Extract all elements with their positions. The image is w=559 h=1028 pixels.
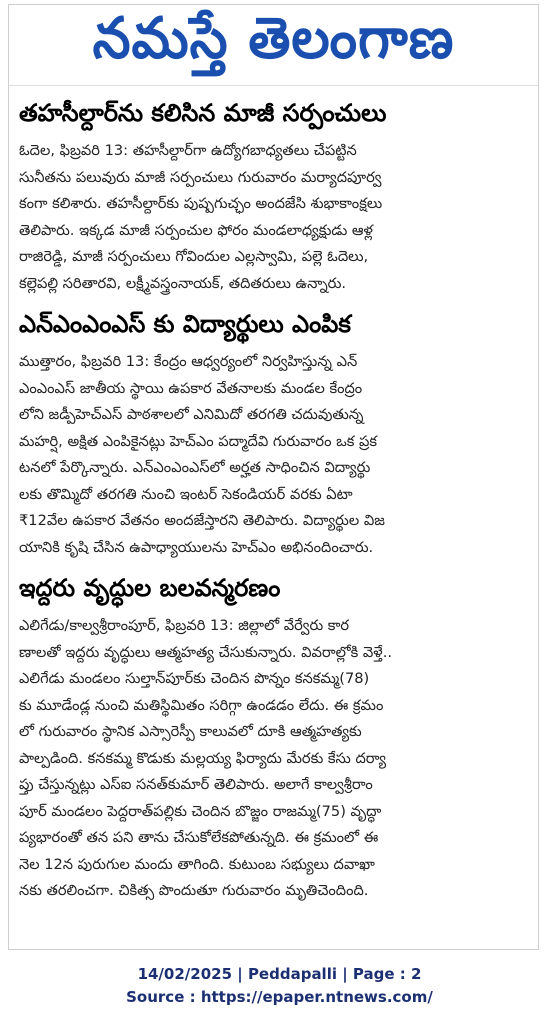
article-line: సునీతను పలువురు మాజీ సర్పంచులు గురువారం మర్యాదపూర్వ [19,168,382,186]
article-headline: ఎన్‌ఎంఎంఎస్ కు విద్యార్థులు ఎంపిక [19,310,351,338]
article-line: ప్తు చేస్తున్నట్లు ఎస్‌ఐ సనత్‌కుమార్ తెలిపారు. అలాగే కాల్వశ్రీరాం [19,776,373,793]
masthead-title: నమస్తే తెలంగాణ [92,4,455,71]
article-line: ణాలతో ఇద్దరు వృద్ధులు ఆత్మహత్య చేసుకున్నారు. వివరాల్లోకి వెళ్తే.. [19,643,392,661]
article-line: ₹12వేల ఉపకార వేతనం అందజేస్తారని తెలిపారు. విద్యార్థుల విజ [19,512,385,529]
article-line: టనలో పేర్కొన్నారు. ఎన్‌ఎంఎంఎస్‌లో అర్హత సాధించిన విద్యార్థు [19,459,371,476]
article-line: కంగా కలిశారు. తహసీల్దార్‌కు పుష్పగుచ్ఛం అందజేసి శుభాకాంక్షలు [19,195,383,212]
masthead [9,5,538,86]
article-body [19,138,528,297]
article-line: లకు తొమ్మిదో తరగతి నుంచి ఇంటర్ సెకండియర్ వరకు ఏటా [19,485,353,503]
article-line: ముత్తారం, ఫిబ్రవరి 13: కేంద్రం ఆధ్వర్యంలో నిర్వహిస్తున్న ఎన్ [19,353,358,370]
footer-source: Source : https://epaper.ntnews.com/ [126,988,433,1006]
article-line: కల్లెపల్లి సరితారవి, లక్ష్మీవస్త్రంనాయక్, తదితరులు ఉన్నారు. [19,274,347,292]
article-body [19,613,528,905]
article-line: ఎలిగేడు మండలం సుల్తాన్‌పూర్‌కు చెందిన పొన్నం కనకమ్మ(78) [19,670,370,687]
article-line: లో గురువారం స్థానిక ఎస్సారెస్పీ కాలువలో దూకి ఆత్మహత్యకు [19,723,362,740]
article-2 [9,309,538,561]
article-line: పాల్పడింది. కనకమ్మ కొడుకు మల్లయ్య ఫిర్యాదు మేరకు కేసు దర్యా [19,749,387,767]
article-line: నకు తరలించగా. చికిత్స పొందుతూ గురువారం మృతిచెందింది. [19,882,369,899]
article-line: రాజిరెడ్డి, మాజీ సర్పంచులు గోవిందుల ఎల్లస్వామి, పల్లె ఓదెలు, [19,248,369,265]
article-line: ఓదెల, ఫిబ్రవరి 13: తహసీల్దార్‌గా ఉద్యోగబాధ్యతలు చేపట్టిన [19,142,357,159]
article-line: ఎంఎంఎస్ జాతీయ స్థాయి ఉపకార వేతనాలకు మండల కేంద్రం [19,379,363,397]
article-headline: ఇద్దరు వృద్ధుల బలవన్మరణం [19,574,281,602]
article-line: పూర్ మండలం పెద్దరాత్‌పల్లికు చెందిన బొజ్జం రాజమ్మ(75) వృద్ధా [19,802,382,820]
footer-date-edition: 14/02/2025 | Peddapalli | Page : 2 [137,965,422,983]
article-line: యానికి కృషి చేసిన ఉపాధ్యాయులను హెచ్‌ఎం అభినందించారు. [19,538,374,556]
article-line: కు మూడేండ్ల నుంచి మతిస్థిమితం సరిగ్గా ఉండడం లేదు. ఈ క్రమం [19,696,384,714]
article-headline: తహసీల్దార్‌ను కలిసిన మాజీ సర్పంచులు [19,99,387,127]
article-1 [9,98,538,297]
article-line: లోని జడ్పీహెచ్‌ఎస్ పాఠశాలలో ఎనిమిదో తరగతి చదువుతున్న [19,406,364,423]
article-3 [9,573,538,905]
article-line: తెలిపారు. ఇక్కడ మాజీ సర్పంచుల ఫోరం మండలాధ్యక్షుడు ఆళ్ల [19,221,373,239]
article-line: నెల 12న పురుగుల మందు తాగింది. కుటుంబ సభ్యులు దవాఖా [19,855,375,873]
article-line: ఎలిగేడు/కాల్వశ్రీరాంపూర్, ఫిబ్రవరి 13: జిల్లాలో వేర్వేరు కార [19,617,350,634]
article-line: ప్యభారంతో తన పని తాను చేసుకోలేకపోతున్నది. ఈ క్రమంలో ఈ [19,829,379,846]
article-body [19,349,528,561]
newspaper-clipping [8,4,539,950]
article-line: మహర్షి, అక్షిత ఎంపికైనట్లు హెచ్‌ఎం పద్మాదేవి గురువారం ఒక ప్రక [19,432,378,450]
